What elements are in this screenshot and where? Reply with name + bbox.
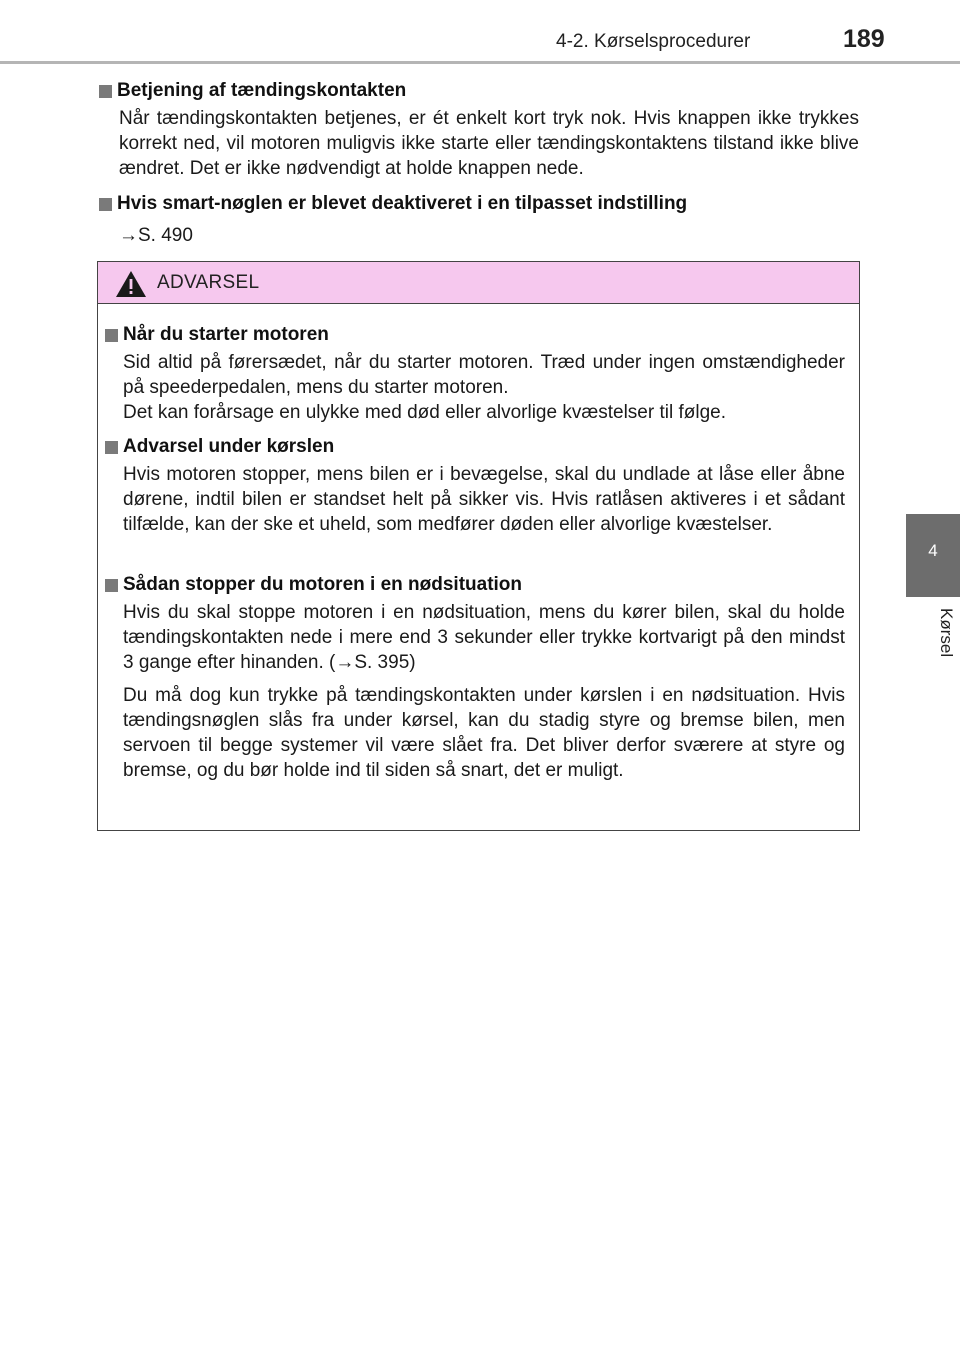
warning-item-text-2: Det kan forårsage en ulykke med død eller alvorlige kvæstelser til følge.	[123, 402, 726, 423]
warning-item-text: Sid altid på førersædet, når du starter motoren. Træd under ingen omstændigheder på speederpedalen, mens du starter motoren.	[123, 352, 845, 398]
warning-item-emergency-stop	[105, 572, 845, 783]
warning-item-heading	[105, 572, 845, 598]
warning-item-text: Hvis du skal stoppe motoren i en nødsituation, mens du kører bilen, skal du holde tændingskontakten nede i mere end 3 sekunder eller trykke kortvarigt på den mindst 3 gange efter hinanden. (→S. 395)	[123, 602, 845, 673]
section-heading	[99, 78, 859, 104]
warning-triangle-icon	[115, 270, 147, 298]
bullet-square-icon	[99, 198, 112, 211]
section-smart-key-deactivated	[99, 191, 859, 249]
section-ignition-operation	[99, 78, 859, 181]
warning-header	[98, 262, 859, 304]
warning-item-heading	[105, 434, 845, 460]
chapter-tab-number: 4	[928, 541, 938, 560]
warning-item-heading-text: Når du starter motoren	[123, 324, 329, 345]
warning-item-while-driving	[105, 434, 845, 537]
page-reference-link[interactable]: →S. 490	[119, 225, 193, 246]
bullet-square-icon	[105, 441, 118, 454]
warning-item-heading-text: Sådan stopper du motoren i en nødsituation	[123, 574, 523, 595]
section-body: Når tændingskontakten betjenes, er ét enkelt kort tryk nok. Hvis knappen ikke trykkes korrekt ned, vil motoren muligvis ikke starte eller tændingskontaktens tilstand ikke blive ændret. Det er ikke nødvendigt at holde knappen nede.	[119, 108, 859, 179]
bullet-square-icon	[99, 85, 112, 98]
section-heading-text: Hvis smart-nøglen er blevet deaktiveret i en tilpasset indstilling	[117, 193, 688, 214]
warning-item-starting-engine	[105, 322, 845, 425]
warning-title: ADVARSEL	[157, 272, 260, 293]
warning-box	[97, 261, 860, 831]
warning-item-text: Hvis motoren stopper, mens bilen er i bevægelse, skal du undlade at låse eller åbne dørene, indtil bilen er standset helt på sikker vis. Hvis ratlåsen aktiveres i et sådant tilfælde, kan der ske et uheld, som medfører døden eller alvorlige kvæstelser.	[123, 464, 845, 535]
bullet-square-icon	[105, 329, 118, 342]
chapter-tab[interactable]	[906, 514, 960, 597]
warning-item-heading	[105, 322, 845, 348]
page-number: 189	[843, 25, 885, 53]
section-heading-text: Betjening af tændingskontakten	[117, 80, 407, 101]
chapter-tab-label: Kørsel	[937, 608, 956, 658]
page-header	[0, 0, 960, 66]
bullet-square-icon	[105, 579, 118, 592]
header-section-title: 4-2. Kørselsprocedurer	[556, 31, 751, 52]
section-heading	[99, 191, 859, 217]
warning-item-text-2: Du må dog kun trykke på tændingskontakten under kørslen i en nødsituation. Hvis tændingsnøglen slås fra under kørsel, kan du stadig styre og bremse bilen, men servoen til begge systemer vil være slået fra. Det bliver derfor sværere at styre og bremse, og du bør holde ind til siden så snart, det er muligt.	[123, 685, 845, 781]
header-rule	[0, 61, 960, 64]
warning-item-heading-text: Advarsel under kørslen	[123, 436, 335, 457]
